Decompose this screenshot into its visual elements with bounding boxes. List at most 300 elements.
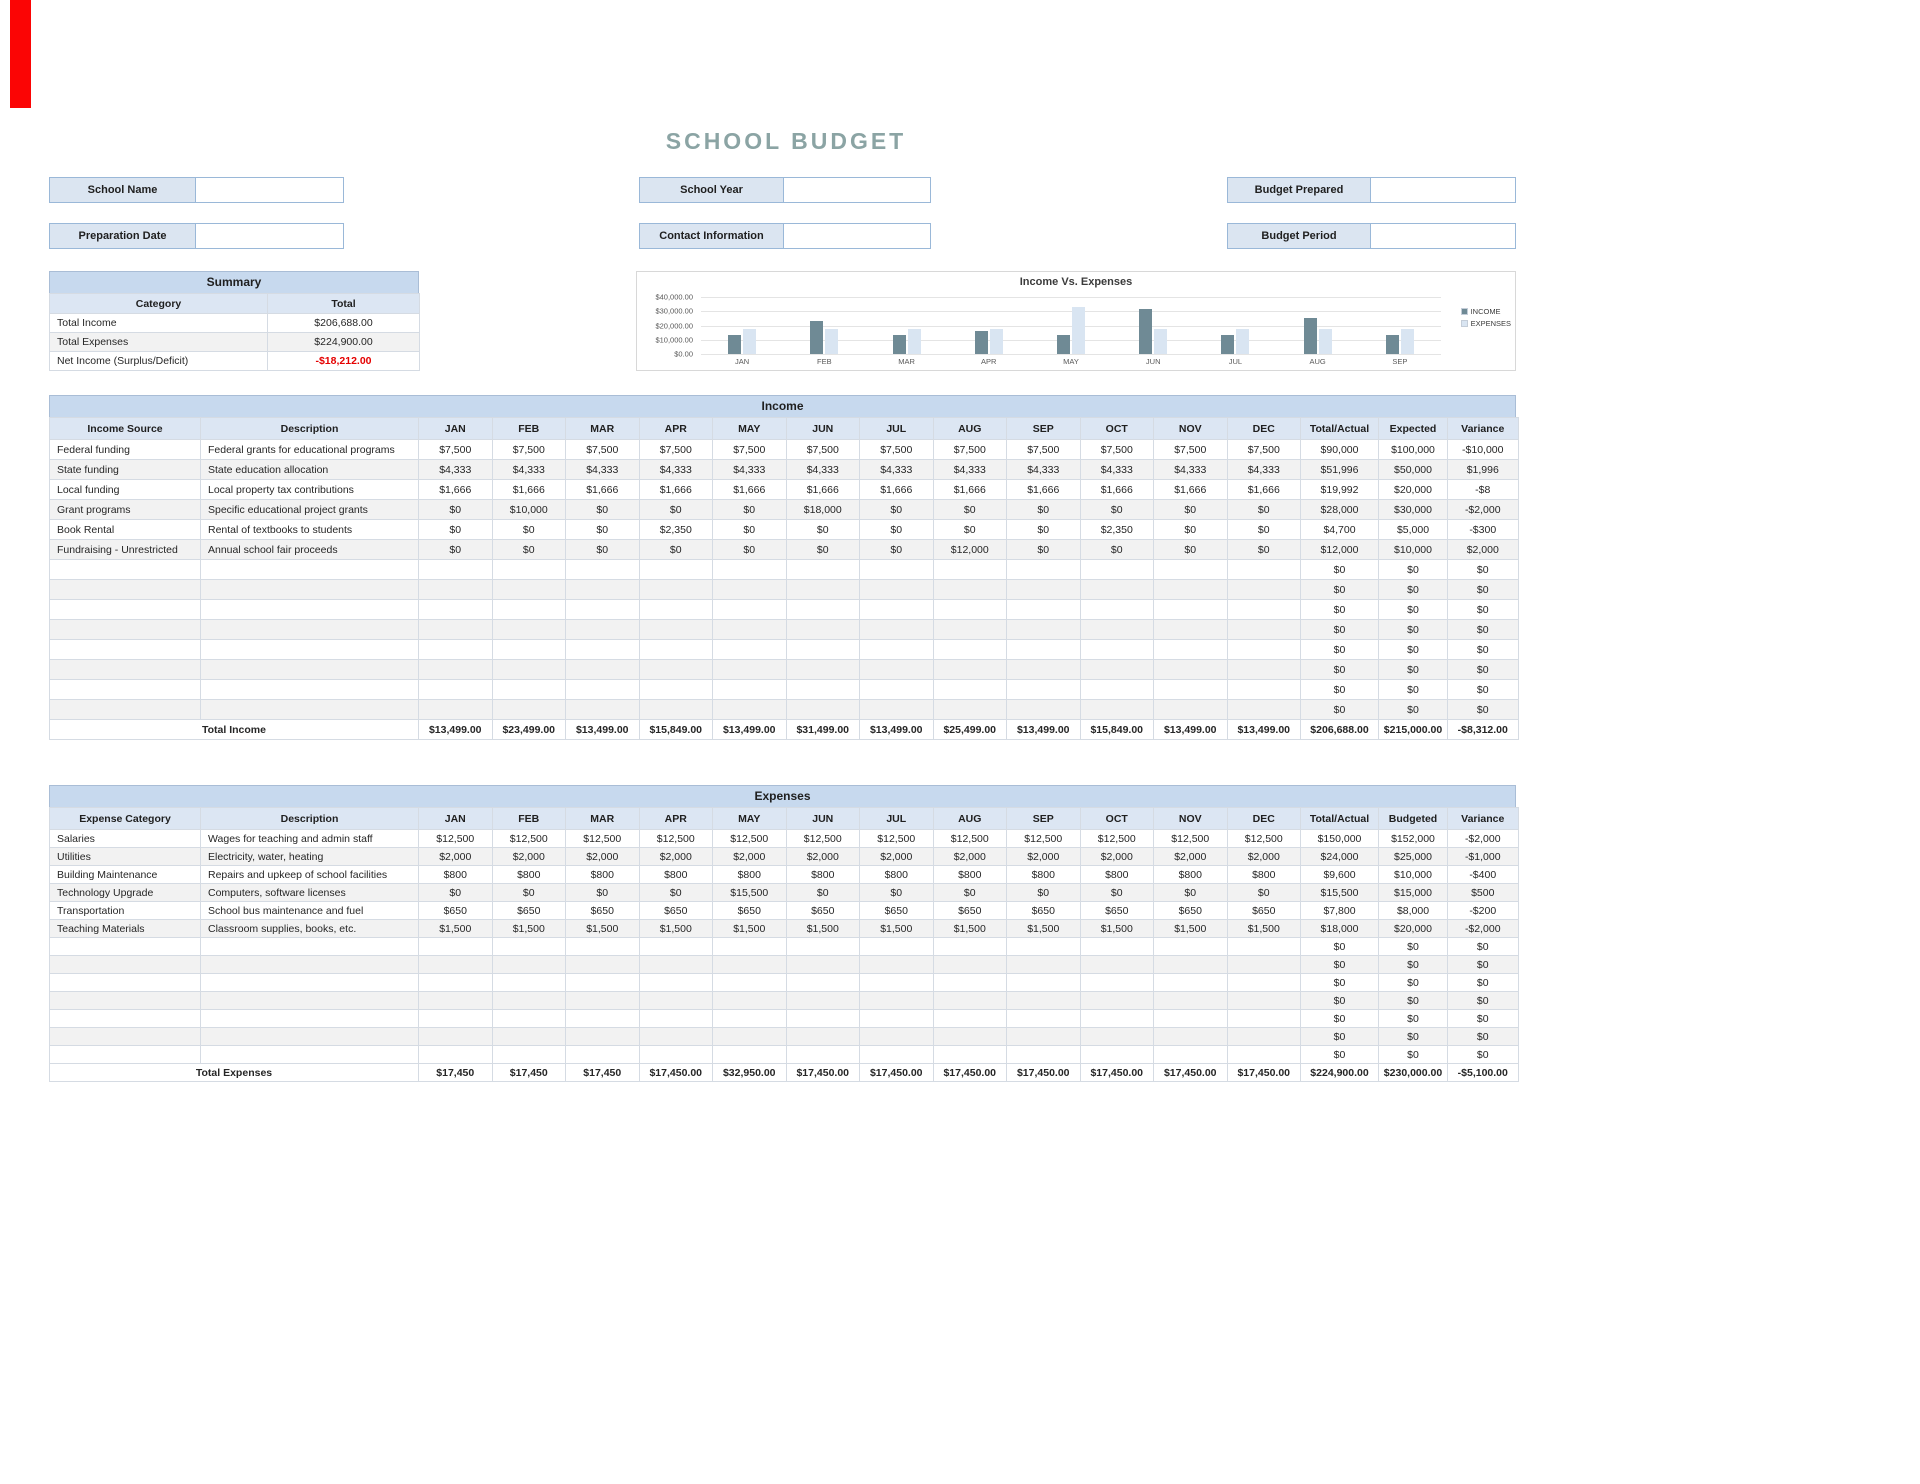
chart-y-tick: $0.00 <box>674 349 693 359</box>
expenses-value-cell: $0 <box>1379 1010 1448 1028</box>
expenses-value-cell <box>786 1028 860 1046</box>
expenses-column-header: MAY <box>713 808 787 830</box>
income-value-cell: $0 <box>639 500 713 520</box>
school-name-label <box>49 177 196 203</box>
expenses-value-cell: -$1,000 <box>1448 848 1519 866</box>
legend-income <box>1461 307 1511 316</box>
income-value-cell <box>1227 580 1301 600</box>
legend-swatch <box>1461 320 1468 327</box>
income-value-cell <box>639 560 713 580</box>
income-value-cell <box>786 600 860 620</box>
income-category-cell: Federal funding <box>50 440 201 460</box>
expenses-total-cell: $17,450 <box>566 1064 640 1082</box>
income-value-cell <box>713 640 787 660</box>
expenses-value-cell: $0 <box>1379 956 1448 974</box>
income-value-cell: $0 <box>419 520 493 540</box>
income-total-cell: $13,499.00 <box>860 720 934 740</box>
income-category-cell: Grant programs <box>50 500 201 520</box>
income-value-cell <box>1080 660 1154 680</box>
expenses-value-cell: $12,500 <box>492 830 566 848</box>
expenses-total-cell: $17,450.00 <box>933 1064 1007 1082</box>
expenses-value-cell <box>713 1046 787 1064</box>
expenses-value-cell: $800 <box>639 866 713 884</box>
income-value-cell <box>1154 600 1228 620</box>
expenses-value-cell <box>1227 956 1301 974</box>
expenses-value-cell <box>1154 974 1228 992</box>
income-total-cell: $215,000.00 <box>1379 720 1448 740</box>
expenses-value-cell: $500 <box>1448 884 1519 902</box>
expenses-row <box>50 902 1519 920</box>
expenses-value-cell: $650 <box>639 902 713 920</box>
income-value-cell <box>1227 680 1301 700</box>
expenses-value-cell <box>786 956 860 974</box>
income-total-cell: $13,499.00 <box>1007 720 1081 740</box>
expenses-row <box>50 884 1519 902</box>
expenses-row <box>50 1010 1519 1028</box>
expenses-value-cell <box>786 938 860 956</box>
expenses-value-cell <box>713 1010 787 1028</box>
expenses-value-cell <box>933 974 1007 992</box>
income-value-cell <box>566 700 640 720</box>
chart-bar-expenses <box>1154 329 1167 354</box>
expenses-value-cell: $1,500 <box>1154 920 1228 938</box>
income-value-cell <box>933 580 1007 600</box>
expenses-value-cell <box>492 938 566 956</box>
budget-period-label <box>1227 223 1371 249</box>
chart-bar-group <box>865 297 947 354</box>
income-category-cell: Fundraising - Unrestricted <box>50 540 201 560</box>
expenses-value-cell: -$2,000 <box>1448 830 1519 848</box>
expenses-value-cell <box>492 992 566 1010</box>
income-value-cell: $1,666 <box>1154 480 1228 500</box>
income-value-cell: $12,000 <box>1301 540 1379 560</box>
income-value-cell: $2,350 <box>639 520 713 540</box>
chart-y-axis <box>637 292 697 359</box>
expenses-value-cell: $650 <box>933 902 1007 920</box>
expenses-total-cell: -$5,100.00 <box>1448 1064 1519 1082</box>
chart-x-tick: AUG <box>1309 357 1326 366</box>
expenses-value-cell <box>639 1028 713 1046</box>
expenses-category-cell <box>50 1028 201 1046</box>
expenses-row <box>50 1028 1519 1046</box>
income-value-cell <box>1227 620 1301 640</box>
income-category-cell <box>50 560 201 580</box>
chart-bar-income <box>1386 335 1399 354</box>
income-category-cell <box>50 580 201 600</box>
income-column-header: JAN <box>419 418 493 440</box>
expenses-column-header: MAR <box>566 808 640 830</box>
income-value-cell <box>492 620 566 640</box>
income-value-cell: $0 <box>1379 640 1448 660</box>
income-value-cell: $30,000 <box>1379 500 1448 520</box>
expenses-value-cell: $15,500 <box>713 884 787 902</box>
income-value-cell <box>1154 560 1228 580</box>
expenses-value-cell <box>713 938 787 956</box>
income-value-cell <box>1007 680 1081 700</box>
expenses-value-cell <box>419 1010 493 1028</box>
expenses-value-cell <box>1154 1046 1228 1064</box>
income-value-cell <box>419 680 493 700</box>
expenses-value-cell <box>786 992 860 1010</box>
preparation-date-input[interactable] <box>196 223 344 249</box>
income-total-cell: -$8,312.00 <box>1448 720 1519 740</box>
expenses-value-cell: $800 <box>933 866 1007 884</box>
income-total-cell: $23,499.00 <box>492 720 566 740</box>
expenses-value-cell: $800 <box>860 866 934 884</box>
expenses-value-cell: $0 <box>1448 956 1519 974</box>
expenses-value-cell <box>419 992 493 1010</box>
income-value-cell <box>860 700 934 720</box>
income-value-cell: $1,666 <box>713 480 787 500</box>
income-value-cell: $0 <box>1448 580 1519 600</box>
summary-total-cell: $224,900.00 <box>268 333 420 352</box>
budget-prepared-field <box>1227 177 1516 203</box>
income-value-cell: $4,333 <box>933 460 1007 480</box>
income-row <box>50 540 1519 560</box>
expenses-value-cell: $2,000 <box>1227 848 1301 866</box>
expenses-value-cell: $0 <box>860 884 934 902</box>
expenses-column-header: Budgeted <box>1379 808 1448 830</box>
income-value-cell <box>566 620 640 640</box>
income-value-cell <box>639 640 713 660</box>
expenses-value-cell <box>492 956 566 974</box>
income-description-cell <box>201 680 419 700</box>
income-value-cell: $1,996 <box>1448 460 1519 480</box>
expenses-row <box>50 866 1519 884</box>
expenses-row <box>50 974 1519 992</box>
expenses-value-cell: $2,000 <box>713 848 787 866</box>
income-value-cell <box>933 620 1007 640</box>
expenses-category-cell <box>50 938 201 956</box>
income-value-cell: $0 <box>1301 560 1379 580</box>
income-row <box>50 440 1519 460</box>
expenses-description-cell: Electricity, water, heating <box>201 848 419 866</box>
income-value-cell <box>1080 680 1154 700</box>
income-value-cell <box>492 660 566 680</box>
income-value-cell: $0 <box>1301 580 1379 600</box>
school-year-input[interactable] <box>784 177 931 203</box>
income-category-cell <box>50 600 201 620</box>
legend-label: INCOME <box>1470 307 1501 316</box>
income-value-cell <box>786 640 860 660</box>
expenses-value-cell: $0 <box>1301 938 1379 956</box>
expenses-column-header: JUN <box>786 808 860 830</box>
income-column-header: Income Source <box>50 418 201 440</box>
income-category-cell <box>50 700 201 720</box>
expenses-value-cell: $2,000 <box>1007 848 1081 866</box>
expenses-value-cell: $12,500 <box>1154 830 1228 848</box>
expenses-total-cell: $17,450.00 <box>786 1064 860 1082</box>
expenses-value-cell <box>786 974 860 992</box>
expenses-value-cell: $0 <box>1448 1028 1519 1046</box>
expenses-column-header: JUL <box>860 808 934 830</box>
expenses-total-label: Total Expenses <box>50 1064 419 1082</box>
expenses-description-cell <box>201 956 419 974</box>
income-value-cell <box>566 560 640 580</box>
income-value-cell: -$10,000 <box>1448 440 1519 460</box>
income-value-cell <box>713 700 787 720</box>
expenses-value-cell: $0 <box>1379 1046 1448 1064</box>
income-value-cell: $7,500 <box>713 440 787 460</box>
summary-column-header: Total <box>268 294 420 314</box>
expenses-category-cell <box>50 992 201 1010</box>
chart-y-tick: $20,000.00 <box>655 321 693 330</box>
expenses-value-cell: $800 <box>713 866 787 884</box>
income-row <box>50 640 1519 660</box>
income-value-cell <box>639 580 713 600</box>
income-value-cell <box>713 660 787 680</box>
expenses-category-cell <box>50 1046 201 1064</box>
income-value-cell: $1,666 <box>639 480 713 500</box>
chart-bar-expenses <box>1319 329 1332 354</box>
budget-prepared-input[interactable] <box>1371 177 1516 203</box>
summary-total-cell: $206,688.00 <box>268 314 420 333</box>
income-value-cell <box>1007 600 1081 620</box>
income-value-cell <box>566 680 640 700</box>
summary-title: Summary <box>49 271 419 293</box>
income-value-cell: $0 <box>713 500 787 520</box>
income-value-cell: $0 <box>1301 700 1379 720</box>
expenses-value-cell <box>1007 974 1081 992</box>
chart-bar-expenses <box>990 329 1003 354</box>
budget-prepared-label-text: Budget Prepared <box>1254 184 1344 196</box>
income-value-cell <box>786 580 860 600</box>
income-value-cell: $0 <box>1301 660 1379 680</box>
expenses-value-cell: -$400 <box>1448 866 1519 884</box>
chart-bar-expenses <box>743 329 756 354</box>
income-value-cell: $100,000 <box>1379 440 1448 460</box>
income-category-cell: Local funding <box>50 480 201 500</box>
income-description-cell <box>201 620 419 640</box>
expenses-value-cell: $15,500 <box>1301 884 1379 902</box>
budget-period-input[interactable] <box>1371 223 1516 249</box>
expenses-row <box>50 1046 1519 1064</box>
chart-bar-income <box>1304 318 1317 354</box>
income-column-header: APR <box>639 418 713 440</box>
expenses-description-cell: Computers, software licenses <box>201 884 419 902</box>
expenses-value-cell <box>566 938 640 956</box>
school-year-label-text: School Year <box>680 184 743 196</box>
income-value-cell <box>1007 700 1081 720</box>
expenses-value-cell <box>713 974 787 992</box>
expenses-value-cell: $1,500 <box>786 920 860 938</box>
expenses-column-header: APR <box>639 808 713 830</box>
income-description-cell: Specific educational project grants <box>201 500 419 520</box>
expenses-value-cell <box>1007 1046 1081 1064</box>
income-value-cell: $0 <box>566 540 640 560</box>
expenses-value-cell <box>1007 956 1081 974</box>
income-column-header: Description <box>201 418 419 440</box>
income-category-cell <box>50 640 201 660</box>
income-description-cell <box>201 660 419 680</box>
income-row <box>50 700 1519 720</box>
expenses-value-cell <box>1007 992 1081 1010</box>
income-description-cell <box>201 700 419 720</box>
expenses-value-cell <box>1080 974 1154 992</box>
chart-x-tick: JUL <box>1228 357 1243 366</box>
chart-bar-expenses <box>1401 329 1414 354</box>
income-value-cell <box>933 560 1007 580</box>
expenses-value-cell <box>713 992 787 1010</box>
income-value-cell: $0 <box>1007 540 1081 560</box>
income-row <box>50 500 1519 520</box>
income-category-cell: State funding <box>50 460 201 480</box>
income-row <box>50 480 1519 500</box>
income-value-cell: $4,333 <box>713 460 787 480</box>
income-value-cell: $0 <box>1379 560 1448 580</box>
income-value-cell <box>1227 660 1301 680</box>
income-value-cell <box>1154 620 1228 640</box>
income-column-header: DEC <box>1227 418 1301 440</box>
expenses-value-cell <box>1007 938 1081 956</box>
expenses-value-cell: $800 <box>566 866 640 884</box>
income-value-cell: $1,666 <box>1007 480 1081 500</box>
expenses-category-cell: Transportation <box>50 902 201 920</box>
income-value-cell: $0 <box>1007 500 1081 520</box>
income-total-cell: $13,499.00 <box>419 720 493 740</box>
expenses-value-cell: $2,000 <box>933 848 1007 866</box>
expenses-category-cell <box>50 974 201 992</box>
expenses-value-cell: $1,500 <box>933 920 1007 938</box>
income-column-header: Variance <box>1448 418 1519 440</box>
income-description-cell: Annual school fair proceeds <box>201 540 419 560</box>
preparation-date-label-text: Preparation Date <box>78 230 167 242</box>
expenses-value-cell: $25,000 <box>1379 848 1448 866</box>
expenses-column-header: NOV <box>1154 808 1228 830</box>
income-value-cell <box>1080 560 1154 580</box>
expenses-column-header: Variance <box>1448 808 1519 830</box>
legend-swatch <box>1461 308 1468 315</box>
income-value-cell <box>419 660 493 680</box>
income-value-cell: $2,350 <box>1080 520 1154 540</box>
expenses-value-cell: $9,600 <box>1301 866 1379 884</box>
expenses-value-cell: $12,500 <box>786 830 860 848</box>
expenses-value-cell: $0 <box>1448 1046 1519 1064</box>
income-total-cell: $15,849.00 <box>639 720 713 740</box>
expenses-description-cell <box>201 974 419 992</box>
income-value-cell <box>1154 680 1228 700</box>
summary-table <box>49 293 420 371</box>
expenses-value-cell <box>566 1046 640 1064</box>
income-value-cell <box>786 560 860 580</box>
expenses-value-cell <box>933 956 1007 974</box>
expenses-value-cell: $650 <box>1007 902 1081 920</box>
income-value-cell <box>860 680 934 700</box>
expenses-total-cell: $224,900.00 <box>1301 1064 1379 1082</box>
income-description-cell <box>201 580 419 600</box>
expenses-description-cell <box>201 1046 419 1064</box>
income-value-cell: $0 <box>566 520 640 540</box>
income-value-cell: $0 <box>713 540 787 560</box>
chart-gridline <box>701 354 1441 355</box>
expenses-value-cell: $0 <box>492 884 566 902</box>
chart-bar-group <box>1194 297 1276 354</box>
income-total-cell: $13,499.00 <box>1154 720 1228 740</box>
income-value-cell: $4,700 <box>1301 520 1379 540</box>
income-value-cell <box>713 580 787 600</box>
income-value-cell <box>566 660 640 680</box>
income-value-cell <box>419 640 493 660</box>
summary-header-row <box>50 294 420 314</box>
legend-expenses <box>1461 319 1511 328</box>
expenses-value-cell: $0 <box>1301 1010 1379 1028</box>
expenses-value-cell: $650 <box>1080 902 1154 920</box>
chart-x-tick: JUN <box>1145 357 1161 366</box>
summary-section <box>49 271 419 371</box>
income-column-header: JUL <box>860 418 934 440</box>
income-description-cell <box>201 600 419 620</box>
income-value-cell: $2,000 <box>1448 540 1519 560</box>
income-value-cell <box>1080 600 1154 620</box>
chart-x-tick: APR <box>981 357 997 366</box>
income-value-cell: $12,000 <box>933 540 1007 560</box>
expenses-value-cell: $650 <box>786 902 860 920</box>
income-value-cell <box>419 600 493 620</box>
income-value-cell <box>713 600 787 620</box>
contact-information-field <box>639 223 931 249</box>
income-section <box>49 395 1516 740</box>
expenses-value-cell: $1,500 <box>566 920 640 938</box>
expenses-description-cell: School bus maintenance and fuel <box>201 902 419 920</box>
chart-bar-group <box>783 297 865 354</box>
income-value-cell: $0 <box>1448 640 1519 660</box>
expenses-value-cell: $18,000 <box>1301 920 1379 938</box>
expenses-value-cell <box>1080 1010 1154 1028</box>
school-name-input[interactable] <box>196 177 344 203</box>
income-vs-expenses-chart <box>636 271 1516 371</box>
income-value-cell <box>492 560 566 580</box>
income-value-cell: $0 <box>1227 500 1301 520</box>
income-value-cell <box>1227 560 1301 580</box>
chart-bar-expenses <box>825 329 838 354</box>
income-value-cell: $0 <box>1379 580 1448 600</box>
expenses-value-cell: $12,500 <box>639 830 713 848</box>
chart-x-tick: MAR <box>898 357 915 366</box>
expenses-value-cell <box>566 1028 640 1046</box>
income-value-cell: $19,992 <box>1301 480 1379 500</box>
summary-row <box>50 333 420 352</box>
income-value-cell: -$8 <box>1448 480 1519 500</box>
expenses-value-cell: $0 <box>1379 1028 1448 1046</box>
chart-bar-group <box>1030 297 1112 354</box>
expenses-value-cell: $800 <box>786 866 860 884</box>
expenses-description-cell <box>201 1010 419 1028</box>
income-total-cell: $206,688.00 <box>1301 720 1379 740</box>
expenses-value-cell: $0 <box>1301 974 1379 992</box>
expenses-category-cell: Teaching Materials <box>50 920 201 938</box>
income-column-header: MAY <box>713 418 787 440</box>
expenses-value-cell: $20,000 <box>1379 920 1448 938</box>
income-value-cell: $0 <box>1227 540 1301 560</box>
expenses-value-cell: $650 <box>1154 902 1228 920</box>
income-value-cell <box>566 640 640 660</box>
income-description-cell <box>201 640 419 660</box>
expenses-value-cell: $12,500 <box>860 830 934 848</box>
income-value-cell <box>786 700 860 720</box>
contact-information-input[interactable] <box>784 223 931 249</box>
expenses-row <box>50 938 1519 956</box>
expenses-value-cell: $12,500 <box>419 830 493 848</box>
expenses-value-cell: $1,500 <box>1007 920 1081 938</box>
income-value-cell: $1,666 <box>1080 480 1154 500</box>
page-title: SCHOOL BUDGET <box>665 128 907 154</box>
income-value-cell: $0 <box>1301 680 1379 700</box>
contact-information-label-text: Contact Information <box>659 230 764 242</box>
income-value-cell: $0 <box>933 500 1007 520</box>
income-value-cell <box>860 560 934 580</box>
income-total-cell: $15,849.00 <box>1080 720 1154 740</box>
expenses-column-header: Expense Category <box>50 808 201 830</box>
